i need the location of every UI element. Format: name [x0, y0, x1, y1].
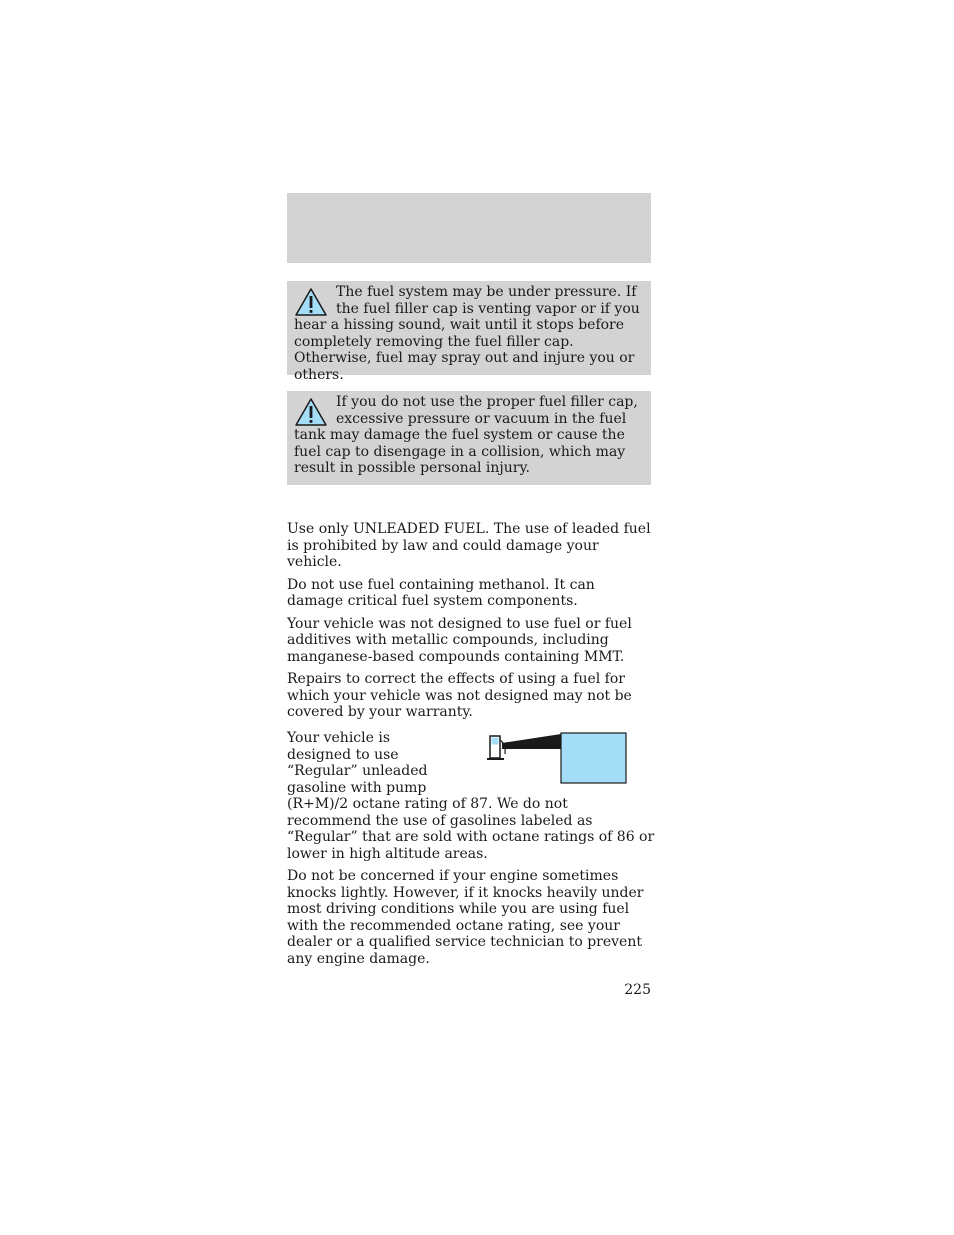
warning-text: If you do not use the proper fuel filler cap, excessive pressure or vacuum in the fuel tank may damage the fuel system or cause the fuel cap to disengage in a collision, which may result in possible personal injury. [294, 394, 638, 476]
engine-knock-paragraph: Do not be concerned if your engine sometimes knocks lightly. However, if it knocks heavily under most driving conditions while you are using fuel with the recommended octane rating, see your dealer or a qualified service technician to prevent any engine damage. [287, 868, 644, 967]
paragraph: Repairs to correct the effects of using a fuel for which your vehicle was not designed may not be covered by your warranty. [287, 671, 632, 720]
paragraph: Use only UNLEADED FUEL. The use of leaded fuel is prohibited by law and could damage your vehicle. [287, 521, 651, 570]
warning-box-filler-cap [287, 391, 651, 485]
paragraph: Your vehicle was not designed to use fuel or fuel additives with metallic compounds, including manganese-based compounds containing MMT. [287, 615, 632, 665]
page-number: 225 [624, 982, 651, 998]
paragraph: Do not use fuel containing methanol. It can damage critical fuel system components. [287, 576, 595, 609]
warning-triangle-icon [294, 287, 328, 317]
warning-text: The fuel system may be under pressure. If the fuel filler cap is venting vapor or if you hear a hissing sound, wait until it stops before completely removing the fuel filler cap. Otherwise, fuel may spray out and injure you or others. [294, 284, 640, 383]
octane-continuation: (R+M)/2 octane rating of 87. We do not recommend the use of gasolines labeled as “Regular” that are sold with octane ratings of 86 or lower in high altitude areas. [287, 796, 655, 862]
fuel-pump-icon [486, 732, 628, 786]
warning-triangle-icon [294, 397, 328, 427]
octane-intro: Your vehicle is designed to use “Regular” unleaded gasoline with pump [287, 730, 428, 796]
warning-box-pressure [287, 281, 651, 383]
fuel-requirements-text [287, 521, 655, 727]
section-header-band [287, 193, 651, 263]
